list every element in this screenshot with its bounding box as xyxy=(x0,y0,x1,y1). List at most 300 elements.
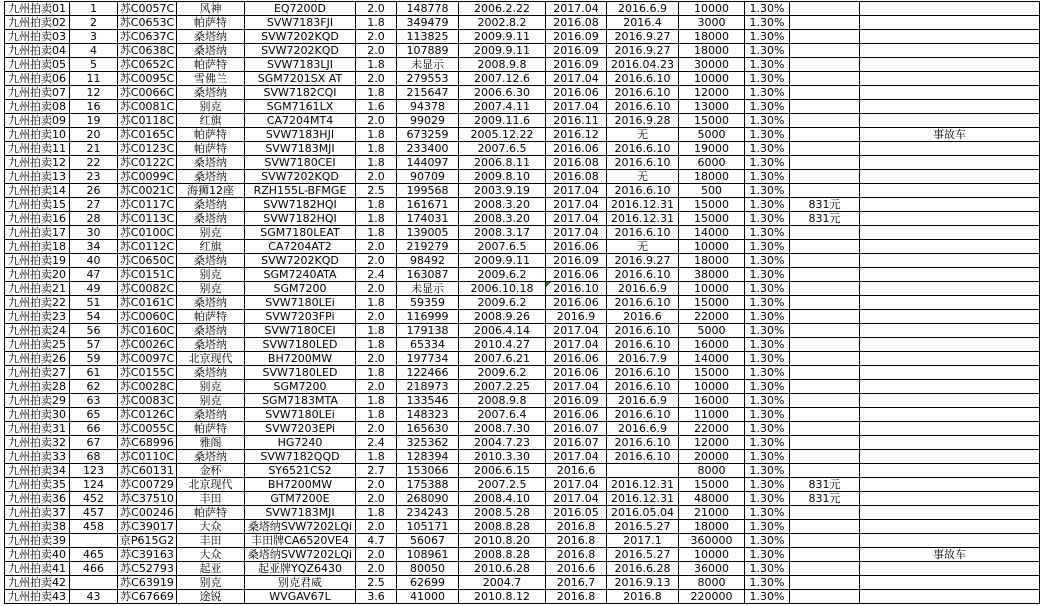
cell-fee[interactable] xyxy=(790,576,860,590)
cell-valid-until-date[interactable]: 2016.6.10 xyxy=(607,268,679,282)
cell-fee[interactable] xyxy=(790,72,860,86)
cell-commission-rate[interactable]: 1.30% xyxy=(745,436,790,450)
cell-displacement[interactable]: 2.0 xyxy=(356,240,397,254)
cell-mileage[interactable]: 41000 xyxy=(397,590,459,604)
cell-registration-date[interactable]: 2008.3.20 xyxy=(459,212,546,226)
cell-model[interactable]: SVW7202KQD xyxy=(245,170,356,184)
cell-plate-no[interactable]: 苏C0122C xyxy=(118,156,177,170)
cell-auction-no[interactable]: 九州拍卖26 xyxy=(5,352,70,366)
cell-plate-no[interactable]: 京P615G2 xyxy=(118,534,177,548)
cell-model[interactable]: SVW7180LEi xyxy=(245,408,356,422)
cell-mileage[interactable]: 105171 xyxy=(397,520,459,534)
cell-auction-no[interactable]: 九州拍卖30 xyxy=(5,408,70,422)
cell-auction-no[interactable]: 九州拍卖17 xyxy=(5,226,70,240)
cell-plate-no[interactable]: 苏C0126C xyxy=(118,408,177,422)
cell-model[interactable]: 别克君威 xyxy=(245,576,356,590)
cell-fee[interactable] xyxy=(790,114,860,128)
cell-model[interactable]: SGM7161LX xyxy=(245,100,356,114)
cell-inspection-date[interactable]: 2016.06 xyxy=(546,296,607,310)
cell-commission-rate[interactable]: 1.30% xyxy=(745,562,790,576)
cell-remark[interactable] xyxy=(860,478,1040,492)
cell-fee[interactable] xyxy=(790,170,860,184)
cell-fee[interactable] xyxy=(790,506,860,520)
cell-registration-date[interactable]: 2008.8.28 xyxy=(459,520,546,534)
cell-displacement[interactable]: 1.8 xyxy=(356,142,397,156)
cell-valid-until-date[interactable]: 2016.6.10 xyxy=(607,226,679,240)
cell-valid-until-date[interactable]: 2016.6.9 xyxy=(607,282,679,296)
cell-auction-no[interactable]: 九州拍卖14 xyxy=(5,184,70,198)
cell-plate-no[interactable]: 苏C0082C xyxy=(118,282,177,296)
cell-registration-date[interactable]: 2010.3.30 xyxy=(459,450,546,464)
cell-brand[interactable]: 帕萨特 xyxy=(177,58,245,72)
cell-inspection-date[interactable]: 2016.09 xyxy=(546,58,607,72)
cell-brand[interactable]: 桑塔纳 xyxy=(177,198,245,212)
cell-lot-no[interactable]: 27 xyxy=(70,198,118,212)
cell-inspection-date[interactable]: 2016.8 xyxy=(546,590,607,604)
cell-price[interactable]: 15000 xyxy=(679,198,745,212)
cell-inspection-date[interactable]: 2017.04 xyxy=(546,380,607,394)
cell-mileage[interactable]: 未显示 xyxy=(397,58,459,72)
cell-remark[interactable] xyxy=(860,492,1040,506)
cell-remark[interactable] xyxy=(860,450,1040,464)
cell-model[interactable]: 起亚牌YQZ6430 xyxy=(245,562,356,576)
cell-price[interactable]: 15000 xyxy=(679,296,745,310)
cell-fee[interactable] xyxy=(790,240,860,254)
cell-plate-no[interactable]: 苏C0066C xyxy=(118,86,177,100)
cell-brand[interactable]: 海狮12座 xyxy=(177,184,245,198)
cell-displacement[interactable]: 2.0 xyxy=(356,310,397,324)
cell-brand[interactable]: 别克 xyxy=(177,100,245,114)
cell-plate-no[interactable]: 苏C0117C xyxy=(118,198,177,212)
cell-registration-date[interactable]: 2002.8.2 xyxy=(459,16,546,30)
cell-brand[interactable]: 别克 xyxy=(177,268,245,282)
cell-brand[interactable]: 途锐 xyxy=(177,590,245,604)
cell-fee[interactable] xyxy=(790,562,860,576)
cell-brand[interactable]: 丰田 xyxy=(177,492,245,506)
cell-registration-date[interactable]: 2007.6.21 xyxy=(459,352,546,366)
cell-plate-no[interactable]: 苏C0165C xyxy=(118,128,177,142)
cell-remark[interactable] xyxy=(860,58,1040,72)
cell-auction-no[interactable]: 九州拍卖22 xyxy=(5,296,70,310)
cell-fee[interactable] xyxy=(790,548,860,562)
cell-remark[interactable] xyxy=(860,156,1040,170)
cell-plate-no[interactable]: 苏C52793 xyxy=(118,562,177,576)
cell-displacement[interactable]: 1.6 xyxy=(356,100,397,114)
cell-lot-no[interactable]: 67 xyxy=(70,436,118,450)
cell-price[interactable]: 18000 xyxy=(679,44,745,58)
cell-lot-no[interactable]: 452 xyxy=(70,492,118,506)
cell-valid-until-date[interactable]: 2016.6.10 xyxy=(607,142,679,156)
cell-price[interactable]: 14000 xyxy=(679,226,745,240)
cell-displacement[interactable]: 2.0 xyxy=(356,548,397,562)
cell-brand[interactable]: 别克 xyxy=(177,282,245,296)
cell-fee[interactable] xyxy=(790,184,860,198)
cell-auction-no[interactable]: 九州拍卖43 xyxy=(5,590,70,604)
cell-valid-until-date[interactable]: 2016.5.27 xyxy=(607,520,679,534)
cell-valid-until-date[interactable]: 2016.6.10 xyxy=(607,72,679,86)
cell-valid-until-date[interactable]: 2016.9.27 xyxy=(607,44,679,58)
cell-fee[interactable]: 831元 xyxy=(790,198,860,212)
cell-price[interactable]: 5000 xyxy=(679,324,745,338)
cell-auction-no[interactable]: 九州拍卖32 xyxy=(5,436,70,450)
cell-valid-until-date[interactable]: 2016.6.10 xyxy=(607,436,679,450)
cell-mileage[interactable]: 56067 xyxy=(397,534,459,548)
cell-lot-no[interactable]: 4 xyxy=(70,44,118,58)
cell-fee[interactable] xyxy=(790,324,860,338)
cell-mileage[interactable]: 161671 xyxy=(397,198,459,212)
cell-mileage[interactable]: 122466 xyxy=(397,366,459,380)
cell-registration-date[interactable]: 2006.8.11 xyxy=(459,156,546,170)
cell-fee[interactable] xyxy=(790,268,860,282)
cell-displacement[interactable]: 1.8 xyxy=(356,394,397,408)
cell-inspection-date[interactable]: 2016.8 xyxy=(546,520,607,534)
cell-plate-no[interactable]: 苏C0652C xyxy=(118,58,177,72)
cell-registration-date[interactable]: 2008.5.28 xyxy=(459,506,546,520)
cell-brand[interactable]: 雪佛兰 xyxy=(177,72,245,86)
cell-mileage[interactable]: 116999 xyxy=(397,310,459,324)
cell-registration-date[interactable]: 2007.2.25 xyxy=(459,380,546,394)
cell-price[interactable]: 15000 xyxy=(679,114,745,128)
cell-model[interactable]: SGM7201SX AT xyxy=(245,72,356,86)
cell-displacement[interactable]: 2.0 xyxy=(356,170,397,184)
cell-valid-until-date[interactable]: 2016.6.28 xyxy=(607,562,679,576)
cell-lot-no[interactable]: 124 xyxy=(70,478,118,492)
cell-commission-rate[interactable]: 1.30% xyxy=(745,548,790,562)
cell-valid-until-date[interactable]: 2016.6.10 xyxy=(607,338,679,352)
cell-mileage[interactable]: 59359 xyxy=(397,296,459,310)
cell-fee[interactable] xyxy=(790,338,860,352)
cell-displacement[interactable]: 2.0 xyxy=(356,72,397,86)
cell-price[interactable]: 36000 xyxy=(679,562,745,576)
cell-model[interactable]: RZH155L-BFMGE xyxy=(245,184,356,198)
cell-displacement[interactable]: 2.4 xyxy=(356,268,397,282)
cell-commission-rate[interactable]: 1.30% xyxy=(745,352,790,366)
cell-model[interactable]: CA7204MT4 xyxy=(245,114,356,128)
cell-valid-until-date[interactable]: 2016.6.10 xyxy=(607,100,679,114)
cell-inspection-date[interactable]: 2016.8 xyxy=(546,534,607,548)
cell-remark[interactable] xyxy=(860,324,1040,338)
cell-auction-no[interactable]: 九州拍卖08 xyxy=(5,100,70,114)
cell-mileage[interactable]: 165630 xyxy=(397,422,459,436)
cell-registration-date[interactable]: 2009.9.11 xyxy=(459,44,546,58)
cell-model[interactable]: SVW7182HQI xyxy=(245,212,356,226)
cell-inspection-date[interactable]: 2017.04 xyxy=(546,450,607,464)
cell-model[interactable]: SVW7183HJI xyxy=(245,128,356,142)
cell-model[interactable]: SVW7180LED xyxy=(245,338,356,352)
cell-displacement[interactable]: 2.0 xyxy=(356,2,397,16)
cell-remark[interactable] xyxy=(860,282,1040,296)
cell-inspection-date[interactable]: 2016.06 xyxy=(546,86,607,100)
cell-mileage[interactable]: 279553 xyxy=(397,72,459,86)
cell-lot-no[interactable]: 49 xyxy=(70,282,118,296)
cell-inspection-date[interactable]: 2016.7 xyxy=(546,576,607,590)
cell-mileage[interactable]: 108961 xyxy=(397,548,459,562)
cell-valid-until-date[interactable]: 2016.6.10 xyxy=(607,324,679,338)
cell-plate-no[interactable]: 苏C0099C xyxy=(118,170,177,184)
cell-displacement[interactable]: 2.0 xyxy=(356,520,397,534)
cell-commission-rate[interactable]: 1.30% xyxy=(745,44,790,58)
cell-remark[interactable] xyxy=(860,184,1040,198)
cell-brand[interactable]: 桑塔纳 xyxy=(177,170,245,184)
cell-fee[interactable] xyxy=(790,16,860,30)
cell-auction-no[interactable]: 九州拍卖31 xyxy=(5,422,70,436)
cell-auction-no[interactable]: 九州拍卖24 xyxy=(5,324,70,338)
cell-auction-no[interactable]: 九州拍卖28 xyxy=(5,380,70,394)
cell-model[interactable]: SGM7200 xyxy=(245,282,356,296)
cell-inspection-date[interactable]: 2017.04 xyxy=(546,212,607,226)
cell-brand[interactable]: 帕萨特 xyxy=(177,16,245,30)
cell-remark[interactable] xyxy=(860,562,1040,576)
cell-plate-no[interactable]: 苏C0083C xyxy=(118,394,177,408)
cell-price[interactable]: 12000 xyxy=(679,436,745,450)
cell-price[interactable]: 8000 xyxy=(679,576,745,590)
cell-commission-rate[interactable]: 1.30% xyxy=(745,156,790,170)
cell-brand[interactable]: 桑塔纳 xyxy=(177,44,245,58)
cell-registration-date[interactable]: 2010.8.20 xyxy=(459,534,546,548)
cell-commission-rate[interactable]: 1.30% xyxy=(745,464,790,478)
cell-fee[interactable] xyxy=(790,310,860,324)
cell-price[interactable]: 21000 xyxy=(679,506,745,520)
cell-plate-no[interactable]: 苏C0021C xyxy=(118,184,177,198)
cell-fee[interactable] xyxy=(790,464,860,478)
cell-displacement[interactable]: 1.8 xyxy=(356,324,397,338)
cell-mileage[interactable]: 268090 xyxy=(397,492,459,506)
cell-remark[interactable] xyxy=(860,296,1040,310)
cell-mileage[interactable]: 80050 xyxy=(397,562,459,576)
cell-displacement[interactable]: 2.0 xyxy=(356,562,397,576)
cell-valid-until-date[interactable]: 2016.7.9 xyxy=(607,352,679,366)
cell-price[interactable]: 19000 xyxy=(679,142,745,156)
cell-brand[interactable]: 桑塔纳 xyxy=(177,296,245,310)
cell-plate-no[interactable]: 苏C60131 xyxy=(118,464,177,478)
cell-inspection-date[interactable]: 2016.06 xyxy=(546,268,607,282)
cell-lot-no[interactable] xyxy=(70,576,118,590)
cell-valid-until-date[interactable]: 2016.6.10 xyxy=(607,380,679,394)
cell-lot-no[interactable]: 65 xyxy=(70,408,118,422)
cell-auction-no[interactable]: 九州拍卖02 xyxy=(5,16,70,30)
cell-inspection-date[interactable]: 2016.9 xyxy=(546,310,607,324)
cell-valid-until-date[interactable]: 2016.12.31 xyxy=(607,212,679,226)
cell-registration-date[interactable]: 2004.7 xyxy=(459,576,546,590)
cell-brand[interactable]: 桑塔纳 xyxy=(177,156,245,170)
cell-price[interactable]: 220000 xyxy=(679,590,745,604)
cell-lot-no[interactable]: 16 xyxy=(70,100,118,114)
cell-lot-no[interactable]: 62 xyxy=(70,380,118,394)
cell-fee[interactable] xyxy=(790,226,860,240)
cell-auction-no[interactable]: 九州拍卖18 xyxy=(5,240,70,254)
cell-lot-no[interactable]: 57 xyxy=(70,338,118,352)
cell-lot-no[interactable]: 59 xyxy=(70,352,118,366)
cell-valid-until-date[interactable]: 2016.6.10 xyxy=(607,450,679,464)
cell-plate-no[interactable]: 苏C0028C xyxy=(118,380,177,394)
cell-registration-date[interactable]: 2009.11.6 xyxy=(459,114,546,128)
cell-registration-date[interactable]: 2009.8.10 xyxy=(459,170,546,184)
cell-mileage[interactable]: 349479 xyxy=(397,16,459,30)
cell-remark[interactable] xyxy=(860,576,1040,590)
cell-mileage[interactable]: 144097 xyxy=(397,156,459,170)
cell-commission-rate[interactable]: 1.30% xyxy=(745,30,790,44)
cell-brand[interactable]: 红旗 xyxy=(177,240,245,254)
cell-mileage[interactable]: 219279 xyxy=(397,240,459,254)
cell-valid-until-date[interactable]: 无 xyxy=(607,170,679,184)
cell-price[interactable]: 20000 xyxy=(679,450,745,464)
cell-registration-date[interactable]: 2007.12.6 xyxy=(459,72,546,86)
cell-brand[interactable]: 丰田 xyxy=(177,534,245,548)
cell-inspection-date[interactable]: 2016.06 xyxy=(546,366,607,380)
cell-mileage[interactable]: 175388 xyxy=(397,478,459,492)
cell-brand[interactable]: 桑塔纳 xyxy=(177,366,245,380)
cell-inspection-date[interactable]: 2016.09 xyxy=(546,30,607,44)
cell-commission-rate[interactable]: 1.30% xyxy=(745,72,790,86)
cell-mileage[interactable]: 179138 xyxy=(397,324,459,338)
cell-displacement[interactable]: 1.8 xyxy=(356,156,397,170)
cell-model[interactable]: WVGAV67L xyxy=(245,590,356,604)
cell-fee[interactable] xyxy=(790,142,860,156)
cell-commission-rate[interactable]: 1.30% xyxy=(745,478,790,492)
cell-plate-no[interactable]: 苏C67669 xyxy=(118,590,177,604)
cell-valid-until-date[interactable]: 2016.6.9 xyxy=(607,394,679,408)
cell-plate-no[interactable]: 苏C0055C xyxy=(118,422,177,436)
cell-remark[interactable] xyxy=(860,198,1040,212)
cell-brand[interactable]: 红旗 xyxy=(177,114,245,128)
cell-price[interactable]: 8000 xyxy=(679,464,745,478)
cell-auction-no[interactable]: 九州拍卖20 xyxy=(5,268,70,282)
cell-plate-no[interactable]: 苏C0097C xyxy=(118,352,177,366)
cell-remark[interactable] xyxy=(860,590,1040,604)
cell-displacement[interactable]: 1.8 xyxy=(356,226,397,240)
cell-registration-date[interactable]: 2010.8.12 xyxy=(459,590,546,604)
cell-model[interactable]: SVW7183MJI xyxy=(245,142,356,156)
cell-displacement[interactable]: 2.0 xyxy=(356,380,397,394)
cell-brand[interactable]: 大众 xyxy=(177,548,245,562)
cell-auction-no[interactable]: 九州拍卖36 xyxy=(5,492,70,506)
cell-displacement[interactable]: 2.0 xyxy=(356,30,397,44)
cell-lot-no[interactable]: 56 xyxy=(70,324,118,338)
cell-displacement[interactable]: 3.6 xyxy=(356,590,397,604)
cell-commission-rate[interactable]: 1.30% xyxy=(745,576,790,590)
cell-brand[interactable]: 别克 xyxy=(177,380,245,394)
cell-auction-no[interactable]: 九州拍卖09 xyxy=(5,114,70,128)
cell-brand[interactable]: 桑塔纳 xyxy=(177,254,245,268)
cell-commission-rate[interactable]: 1.30% xyxy=(745,2,790,16)
cell-valid-until-date[interactable]: 2016.05.04 xyxy=(607,506,679,520)
cell-valid-until-date[interactable]: 2016.6.9 xyxy=(607,2,679,16)
cell-auction-no[interactable]: 九州拍卖37 xyxy=(5,506,70,520)
cell-valid-until-date[interactable]: 2016.9.27 xyxy=(607,30,679,44)
cell-inspection-date[interactable]: 2016.12 xyxy=(546,128,607,142)
cell-commission-rate[interactable]: 1.30% xyxy=(745,184,790,198)
cell-model[interactable]: SVW7203EPi xyxy=(245,422,356,436)
cell-auction-no[interactable]: 九州拍卖27 xyxy=(5,366,70,380)
cell-fee[interactable] xyxy=(790,254,860,268)
cell-registration-date[interactable]: 2007.6.5 xyxy=(459,142,546,156)
cell-price[interactable]: 11000 xyxy=(679,408,745,422)
cell-valid-until-date[interactable]: 2016.6.10 xyxy=(607,156,679,170)
cell-fee[interactable] xyxy=(790,156,860,170)
cell-plate-no[interactable]: 苏C0112C xyxy=(118,240,177,254)
cell-model[interactable]: HG7240 xyxy=(245,436,356,450)
cell-price[interactable]: 22000 xyxy=(679,310,745,324)
cell-auction-no[interactable]: 九州拍卖42 xyxy=(5,576,70,590)
cell-model[interactable]: EQ7200D xyxy=(245,2,356,16)
cell-displacement[interactable]: 2.5 xyxy=(356,184,397,198)
cell-price[interactable]: 18000 xyxy=(679,30,745,44)
cell-registration-date[interactable]: 2007.6.4 xyxy=(459,408,546,422)
cell-displacement[interactable]: 1.8 xyxy=(356,86,397,100)
cell-price[interactable]: 15000 xyxy=(679,212,745,226)
cell-valid-until-date[interactable]: 2016.6.10 xyxy=(607,366,679,380)
cell-lot-no[interactable]: 22 xyxy=(70,156,118,170)
cell-brand[interactable]: 大众 xyxy=(177,520,245,534)
cell-lot-no[interactable]: 2 xyxy=(70,16,118,30)
cell-inspection-date[interactable]: 2016.06 xyxy=(546,352,607,366)
cell-registration-date[interactable]: 2008.7.30 xyxy=(459,422,546,436)
cell-lot-no[interactable] xyxy=(70,534,118,548)
cell-inspection-date[interactable]: 2017.04 xyxy=(546,100,607,114)
cell-model[interactable]: SVW7180CEI xyxy=(245,156,356,170)
cell-model[interactable]: SVW7183MJI xyxy=(245,506,356,520)
cell-inspection-date[interactable]: 2016.6 xyxy=(546,562,607,576)
cell-mileage[interactable]: 128394 xyxy=(397,450,459,464)
cell-registration-date[interactable]: 2006.6.15 xyxy=(459,464,546,478)
cell-lot-no[interactable]: 3 xyxy=(70,30,118,44)
cell-fee[interactable]: 831元 xyxy=(790,478,860,492)
cell-model[interactable]: SGM7240ATA xyxy=(245,268,356,282)
cell-commission-rate[interactable]: 1.30% xyxy=(745,142,790,156)
cell-remark[interactable] xyxy=(860,212,1040,226)
cell-auction-no[interactable]: 九州拍卖25 xyxy=(5,338,70,352)
cell-inspection-date[interactable]: 2016.08 xyxy=(546,170,607,184)
cell-brand[interactable]: 帕萨特 xyxy=(177,310,245,324)
cell-brand[interactable]: 北京现代 xyxy=(177,352,245,366)
cell-brand[interactable]: 桑塔纳 xyxy=(177,86,245,100)
cell-displacement[interactable]: 1.8 xyxy=(356,58,397,72)
cell-fee[interactable] xyxy=(790,352,860,366)
cell-inspection-date[interactable]: 2016.11 xyxy=(546,114,607,128)
cell-inspection-date[interactable]: 2016.08 xyxy=(546,156,607,170)
cell-commission-rate[interactable]: 1.30% xyxy=(745,128,790,142)
cell-model[interactable]: SVW7202KQD xyxy=(245,30,356,44)
cell-mileage[interactable]: 153066 xyxy=(397,464,459,478)
cell-inspection-date[interactable]: 2017.04 xyxy=(546,226,607,240)
cell-model[interactable]: SVW7180LEi xyxy=(245,296,356,310)
cell-valid-until-date[interactable]: 2016.12.31 xyxy=(607,478,679,492)
cell-plate-no[interactable]: 苏C68996 xyxy=(118,436,177,450)
cell-valid-until-date[interactable]: 2016.9.28 xyxy=(607,114,679,128)
cell-auction-no[interactable]: 九州拍卖06 xyxy=(5,72,70,86)
cell-remark[interactable] xyxy=(860,16,1040,30)
cell-inspection-date[interactable]: 2016.06 xyxy=(546,240,607,254)
cell-lot-no[interactable]: 63 xyxy=(70,394,118,408)
cell-price[interactable]: 10000 xyxy=(679,72,745,86)
cell-displacement[interactable]: 4.7 xyxy=(356,534,397,548)
cell-remark[interactable] xyxy=(860,422,1040,436)
cell-remark[interactable] xyxy=(860,534,1040,548)
cell-model[interactable]: SVW7202KQD xyxy=(245,44,356,58)
cell-price[interactable]: 18000 xyxy=(679,520,745,534)
cell-model[interactable]: SVW7180LED xyxy=(245,366,356,380)
cell-auction-no[interactable]: 九州拍卖05 xyxy=(5,58,70,72)
cell-brand[interactable]: 桑塔纳 xyxy=(177,30,245,44)
cell-plate-no[interactable]: 苏C0637C xyxy=(118,30,177,44)
cell-lot-no[interactable]: 20 xyxy=(70,128,118,142)
cell-commission-rate[interactable]: 1.30% xyxy=(745,534,790,548)
cell-remark[interactable] xyxy=(860,240,1040,254)
cell-auction-no[interactable]: 九州拍卖07 xyxy=(5,86,70,100)
cell-commission-rate[interactable]: 1.30% xyxy=(745,408,790,422)
cell-mileage[interactable]: 139005 xyxy=(397,226,459,240)
cell-mileage[interactable]: 94378 xyxy=(397,100,459,114)
